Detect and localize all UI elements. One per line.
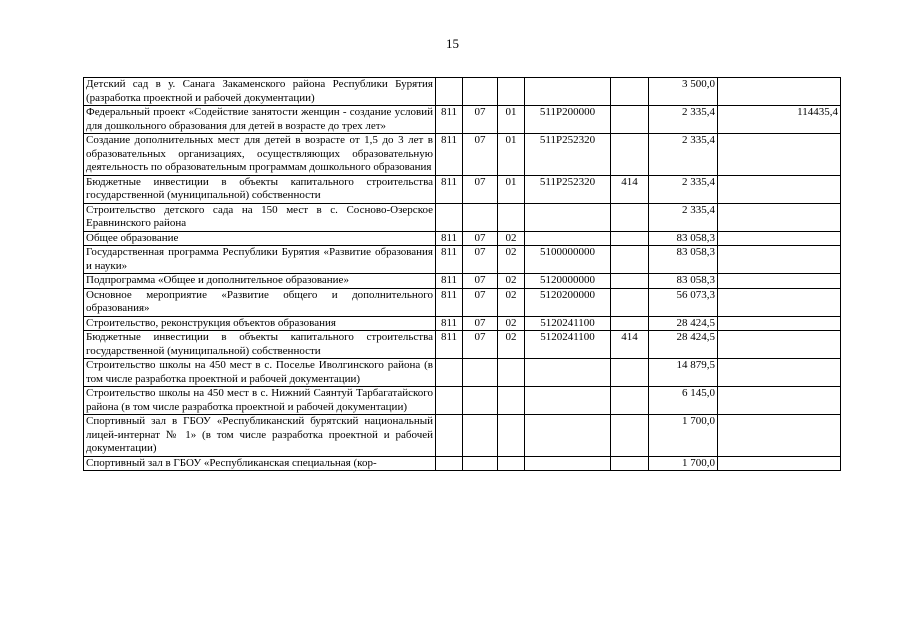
section-code-cell: 07 bbox=[463, 331, 498, 359]
grbs-code-cell: 811 bbox=[436, 134, 463, 176]
extra-amount-cell bbox=[718, 134, 841, 176]
expense-type-cell bbox=[611, 134, 649, 176]
row-name-cell: Бюджетные инвестиции в объекты капитального строительства государственной (муниципальной) собственности bbox=[84, 331, 436, 359]
row-name-cell: Детский сад в у. Санага Закаменского района Республики Бурятия (разработка проектной и рабочей документации) bbox=[84, 78, 436, 106]
section-code-cell: 07 bbox=[463, 246, 498, 274]
extra-amount-cell bbox=[718, 175, 841, 203]
extra-amount-cell bbox=[718, 359, 841, 387]
grbs-code-cell: 811 bbox=[436, 246, 463, 274]
amount-cell: 83 058,3 bbox=[649, 246, 718, 274]
table-row bbox=[84, 274, 841, 289]
target-article-cell bbox=[525, 415, 611, 457]
target-article-cell: 5120200000 bbox=[525, 288, 611, 316]
table-row bbox=[84, 316, 841, 331]
budget-table bbox=[83, 77, 841, 471]
amount-cell: 2 335,4 bbox=[649, 134, 718, 176]
table-row bbox=[84, 231, 841, 246]
target-article-cell bbox=[525, 78, 611, 106]
table-row bbox=[84, 359, 841, 387]
section-code-cell: 07 bbox=[463, 316, 498, 331]
row-name-cell: Строительство школы на 450 мест в с. Поселье Иволгинского района (в том числе разработка проектной и рабочей документации) bbox=[84, 359, 436, 387]
row-name-cell: Строительство детского сада на 150 мест в с. Сосново-Озерское Еравнинского района bbox=[84, 203, 436, 231]
subsection-code-cell: 02 bbox=[498, 231, 525, 246]
grbs-code-cell: 811 bbox=[436, 175, 463, 203]
subsection-code-cell bbox=[498, 456, 525, 471]
target-article-cell: 5120000000 bbox=[525, 274, 611, 289]
grbs-code-cell bbox=[436, 78, 463, 106]
table-body bbox=[84, 78, 841, 471]
subsection-code-cell: 02 bbox=[498, 246, 525, 274]
expense-type-cell bbox=[611, 203, 649, 231]
subsection-code-cell: 02 bbox=[498, 274, 525, 289]
subsection-code-cell bbox=[498, 387, 525, 415]
amount-cell: 14 879,5 bbox=[649, 359, 718, 387]
expense-type-cell bbox=[611, 387, 649, 415]
section-code-cell: 07 bbox=[463, 134, 498, 176]
row-name-cell: Бюджетные инвестиции в объекты капитального строительства государственной (муниципальной) собственности bbox=[84, 175, 436, 203]
section-code-cell bbox=[463, 203, 498, 231]
subsection-code-cell bbox=[498, 203, 525, 231]
section-code-cell bbox=[463, 78, 498, 106]
section-code-cell: 07 bbox=[463, 231, 498, 246]
amount-cell: 83 058,3 bbox=[649, 274, 718, 289]
table-row bbox=[84, 106, 841, 134]
row-name-cell: Основное мероприятие «Развитие общего и дополнительного образования» bbox=[84, 288, 436, 316]
table-row bbox=[84, 387, 841, 415]
target-article-cell bbox=[525, 231, 611, 246]
expense-type-cell bbox=[611, 288, 649, 316]
grbs-code-cell: 811 bbox=[436, 331, 463, 359]
extra-amount-cell bbox=[718, 78, 841, 106]
row-name-cell: Создание дополнительных мест для детей в возрасте от 1,5 до 3 лет в образовательных организациях, осуществляющих образовательную деятельность по образовательным программам дошкольного образования bbox=[84, 134, 436, 176]
grbs-code-cell bbox=[436, 415, 463, 457]
row-name-cell: Федеральный проект «Содействие занятости женщин - создание условий для дошкольного образования для детей в возрасте до трех лет» bbox=[84, 106, 436, 134]
subsection-code-cell: 02 bbox=[498, 331, 525, 359]
table-row bbox=[84, 288, 841, 316]
row-name-cell: Государственная программа Республики Бурятия «Развитие образования и науки» bbox=[84, 246, 436, 274]
row-name-cell: Спортивный зал в ГБОУ «Республиканская специальная (кор- bbox=[84, 456, 436, 471]
table-row bbox=[84, 246, 841, 274]
section-code-cell bbox=[463, 359, 498, 387]
row-name-cell: Спортивный зал в ГБОУ «Республиканский бурятский национальный лицей-интернат № 1» (в том числе разработка проектной и рабочей документации) bbox=[84, 415, 436, 457]
expense-type-cell bbox=[611, 78, 649, 106]
grbs-code-cell: 811 bbox=[436, 106, 463, 134]
page-number: 15 bbox=[446, 36, 459, 51]
expense-type-cell bbox=[611, 456, 649, 471]
target-article-cell: 511Р200000 bbox=[525, 106, 611, 134]
extra-amount-cell bbox=[718, 387, 841, 415]
amount-cell: 28 424,5 bbox=[649, 331, 718, 359]
table-row bbox=[84, 78, 841, 106]
table-row bbox=[84, 203, 841, 231]
subsection-code-cell bbox=[498, 78, 525, 106]
target-article-cell: 5120241100 bbox=[525, 331, 611, 359]
amount-cell: 83 058,3 bbox=[649, 231, 718, 246]
grbs-code-cell: 811 bbox=[436, 288, 463, 316]
target-article-cell bbox=[525, 456, 611, 471]
amount-cell: 1 700,0 bbox=[649, 415, 718, 457]
extra-amount-cell bbox=[718, 316, 841, 331]
table-row bbox=[84, 456, 841, 471]
row-name-cell: Подпрограмма «Общее и дополнительное образование» bbox=[84, 274, 436, 289]
amount-cell: 3 500,0 bbox=[649, 78, 718, 106]
grbs-code-cell: 811 bbox=[436, 231, 463, 246]
extra-amount-cell bbox=[718, 456, 841, 471]
table-row bbox=[84, 175, 841, 203]
subsection-code-cell: 01 bbox=[498, 175, 525, 203]
row-name-cell: Общее образование bbox=[84, 231, 436, 246]
section-code-cell bbox=[463, 415, 498, 457]
amount-cell: 6 145,0 bbox=[649, 387, 718, 415]
section-code-cell: 07 bbox=[463, 106, 498, 134]
grbs-code-cell bbox=[436, 456, 463, 471]
row-name-cell: Строительство школы на 450 мест в с. Нижний Саянтуй Тарбагатайского района (в том числе разработка проектной и рабочей документации) bbox=[84, 387, 436, 415]
expense-type-cell: 414 bbox=[611, 175, 649, 203]
expense-type-cell bbox=[611, 316, 649, 331]
extra-amount-cell bbox=[718, 231, 841, 246]
section-code-cell: 07 bbox=[463, 175, 498, 203]
amount-cell: 1 700,0 bbox=[649, 456, 718, 471]
amount-cell: 56 073,3 bbox=[649, 288, 718, 316]
grbs-code-cell: 811 bbox=[436, 316, 463, 331]
extra-amount-cell bbox=[718, 288, 841, 316]
grbs-code-cell bbox=[436, 203, 463, 231]
section-code-cell bbox=[463, 456, 498, 471]
target-article-cell: 511Р252320 bbox=[525, 134, 611, 176]
extra-amount-cell: 114435,4 bbox=[718, 106, 841, 134]
subsection-code-cell: 01 bbox=[498, 106, 525, 134]
expense-type-cell bbox=[611, 274, 649, 289]
extra-amount-cell bbox=[718, 203, 841, 231]
table-row bbox=[84, 331, 841, 359]
section-code-cell bbox=[463, 387, 498, 415]
table-row bbox=[84, 134, 841, 176]
subsection-code-cell: 02 bbox=[498, 288, 525, 316]
amount-cell: 2 335,4 bbox=[649, 106, 718, 134]
expense-type-cell bbox=[611, 246, 649, 274]
extra-amount-cell bbox=[718, 246, 841, 274]
amount-cell: 2 335,4 bbox=[649, 175, 718, 203]
subsection-code-cell bbox=[498, 359, 525, 387]
subsection-code-cell: 02 bbox=[498, 316, 525, 331]
amount-cell: 28 424,5 bbox=[649, 316, 718, 331]
target-article-cell bbox=[525, 359, 611, 387]
expense-type-cell bbox=[611, 359, 649, 387]
grbs-code-cell: 811 bbox=[436, 274, 463, 289]
target-article-cell: 511Р252320 bbox=[525, 175, 611, 203]
grbs-code-cell bbox=[436, 359, 463, 387]
section-code-cell: 07 bbox=[463, 274, 498, 289]
row-name-cell: Строительство, реконструкция объектов образования bbox=[84, 316, 436, 331]
extra-amount-cell bbox=[718, 331, 841, 359]
expense-type-cell bbox=[611, 106, 649, 134]
expense-type-cell bbox=[611, 415, 649, 457]
target-article-cell: 5120241100 bbox=[525, 316, 611, 331]
amount-cell: 2 335,4 bbox=[649, 203, 718, 231]
target-article-cell: 5100000000 bbox=[525, 246, 611, 274]
extra-amount-cell bbox=[718, 274, 841, 289]
subsection-code-cell: 01 bbox=[498, 134, 525, 176]
section-code-cell: 07 bbox=[463, 288, 498, 316]
table-row bbox=[84, 415, 841, 457]
expense-type-cell bbox=[611, 231, 649, 246]
extra-amount-cell bbox=[718, 415, 841, 457]
grbs-code-cell bbox=[436, 387, 463, 415]
target-article-cell bbox=[525, 203, 611, 231]
subsection-code-cell bbox=[498, 415, 525, 457]
target-article-cell bbox=[525, 387, 611, 415]
expense-type-cell: 414 bbox=[611, 331, 649, 359]
